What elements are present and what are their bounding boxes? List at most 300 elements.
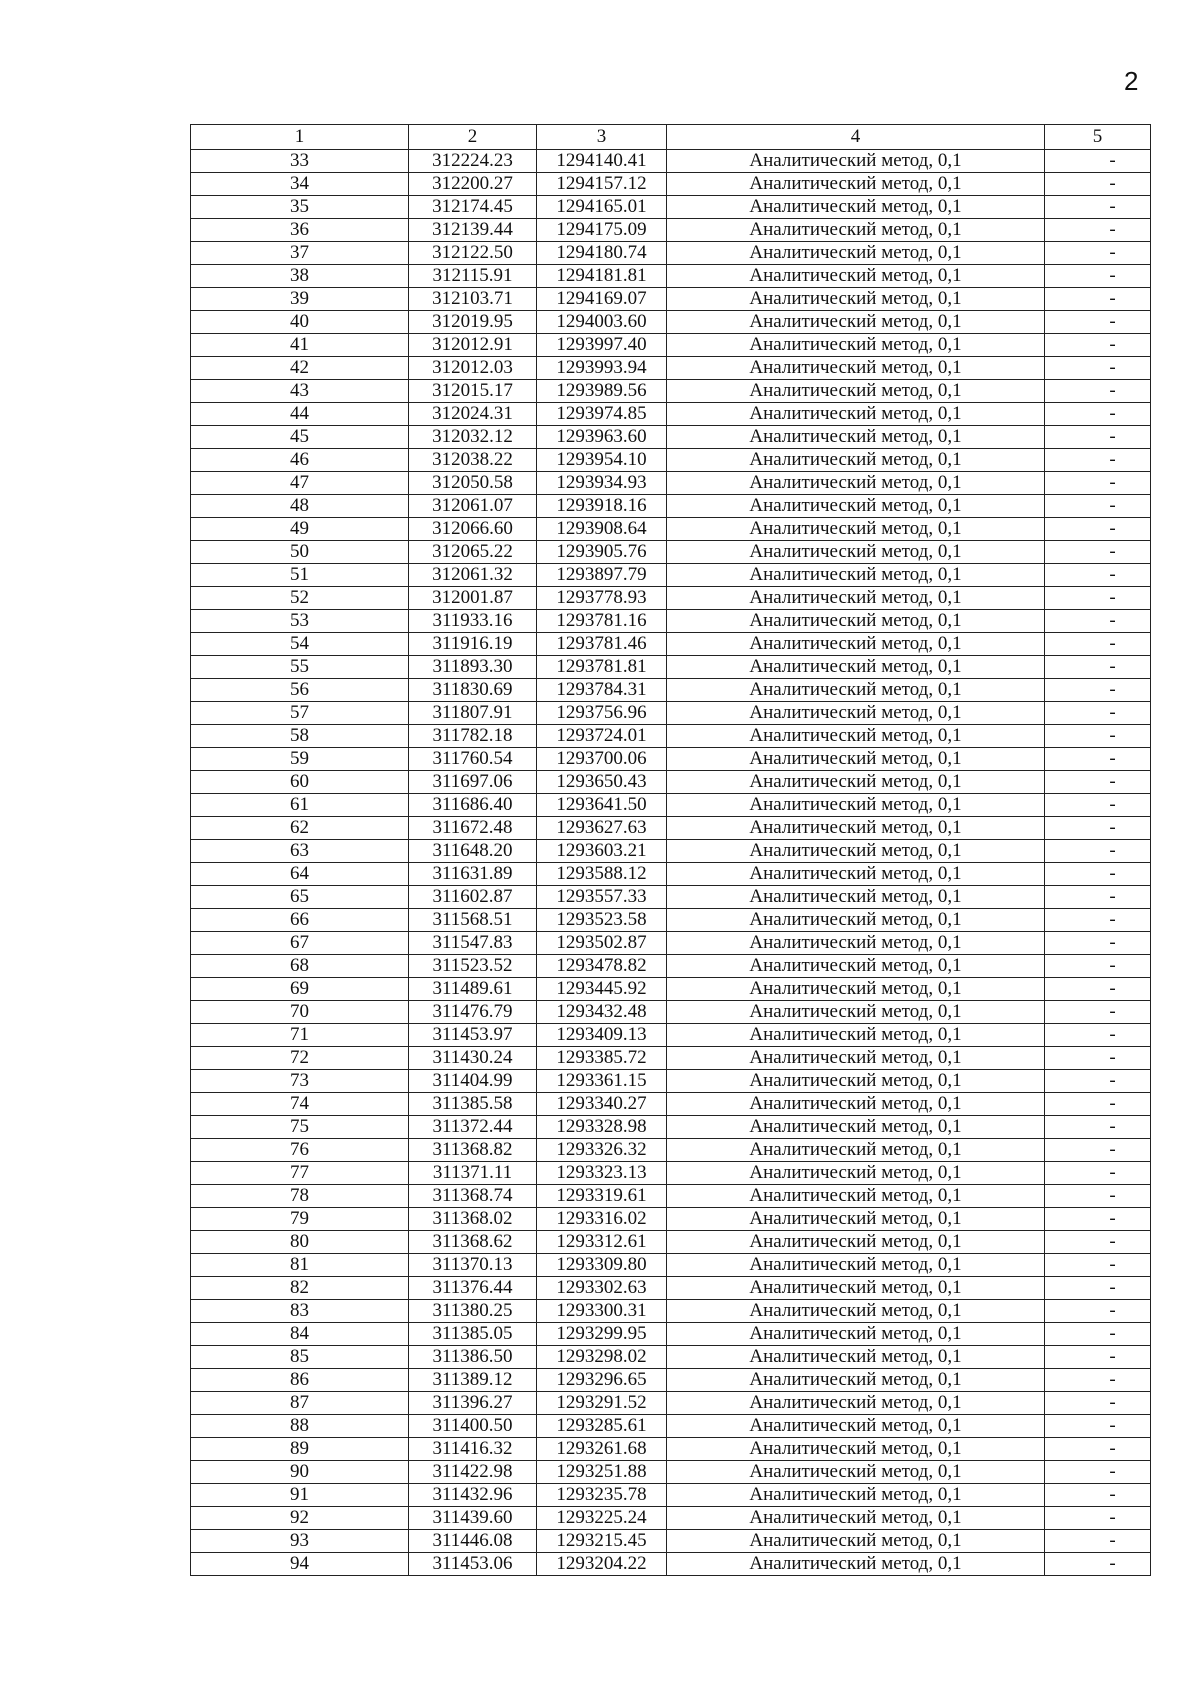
note-cell: - xyxy=(1045,196,1151,219)
note-cell: - xyxy=(1045,679,1151,702)
point-number-cell: 66 xyxy=(191,909,409,932)
y-coordinate-cell: 1293291.52 xyxy=(537,1392,667,1415)
point-number-cell: 93 xyxy=(191,1530,409,1553)
x-coordinate-cell: 312012.91 xyxy=(409,334,537,357)
method-cell: Аналитический метод, 0,1 xyxy=(667,1530,1045,1553)
point-number-cell: 81 xyxy=(191,1254,409,1277)
y-coordinate-cell: 1293908.64 xyxy=(537,518,667,541)
method-cell: Аналитический метод, 0,1 xyxy=(667,1300,1045,1323)
note-cell: - xyxy=(1045,1530,1151,1553)
point-number-cell: 82 xyxy=(191,1277,409,1300)
method-cell: Аналитический метод, 0,1 xyxy=(667,518,1045,541)
x-coordinate-cell: 312015.17 xyxy=(409,380,537,403)
x-coordinate-cell: 311376.44 xyxy=(409,1277,537,1300)
method-cell: Аналитический метод, 0,1 xyxy=(667,1461,1045,1484)
note-cell: - xyxy=(1045,1139,1151,1162)
x-coordinate-cell: 311430.24 xyxy=(409,1047,537,1070)
x-coordinate-cell: 311916.19 xyxy=(409,633,537,656)
table-row xyxy=(191,909,1151,932)
x-coordinate-cell: 311782.18 xyxy=(409,725,537,748)
table-row xyxy=(191,1461,1151,1484)
y-coordinate-cell: 1293478.82 xyxy=(537,955,667,978)
method-cell: Аналитический метод, 0,1 xyxy=(667,219,1045,242)
y-coordinate-cell: 1293905.76 xyxy=(537,541,667,564)
note-cell: - xyxy=(1045,357,1151,380)
table-row xyxy=(191,311,1151,334)
x-coordinate-cell: 311368.82 xyxy=(409,1139,537,1162)
coordinates-table xyxy=(190,124,1151,1576)
point-number-cell: 83 xyxy=(191,1300,409,1323)
point-number-cell: 88 xyxy=(191,1415,409,1438)
note-cell: - xyxy=(1045,1070,1151,1093)
point-number-cell: 78 xyxy=(191,1185,409,1208)
method-cell: Аналитический метод, 0,1 xyxy=(667,1208,1045,1231)
method-cell: Аналитический метод, 0,1 xyxy=(667,1484,1045,1507)
point-number-cell: 54 xyxy=(191,633,409,656)
note-cell: - xyxy=(1045,1047,1151,1070)
x-coordinate-cell: 312103.71 xyxy=(409,288,537,311)
table-row xyxy=(191,518,1151,541)
table-row xyxy=(191,173,1151,196)
y-coordinate-cell: 1293261.68 xyxy=(537,1438,667,1461)
table-row xyxy=(191,1507,1151,1530)
point-number-cell: 91 xyxy=(191,1484,409,1507)
y-coordinate-cell: 1293993.94 xyxy=(537,357,667,380)
table-row xyxy=(191,265,1151,288)
note-cell: - xyxy=(1045,978,1151,1001)
y-coordinate-cell: 1293781.16 xyxy=(537,610,667,633)
point-number-cell: 39 xyxy=(191,288,409,311)
column-header: 1 xyxy=(191,125,409,150)
point-number-cell: 94 xyxy=(191,1553,409,1576)
point-number-cell: 58 xyxy=(191,725,409,748)
method-cell: Аналитический метод, 0,1 xyxy=(667,357,1045,380)
point-number-cell: 87 xyxy=(191,1392,409,1415)
note-cell: - xyxy=(1045,1254,1151,1277)
table-row xyxy=(191,1208,1151,1231)
point-number-cell: 43 xyxy=(191,380,409,403)
x-coordinate-cell: 312200.27 xyxy=(409,173,537,196)
y-coordinate-cell: 1293326.32 xyxy=(537,1139,667,1162)
x-coordinate-cell: 312122.50 xyxy=(409,242,537,265)
note-cell: - xyxy=(1045,610,1151,633)
method-cell: Аналитический метод, 0,1 xyxy=(667,380,1045,403)
table-row xyxy=(191,1323,1151,1346)
method-cell: Аналитический метод, 0,1 xyxy=(667,932,1045,955)
table-row xyxy=(191,955,1151,978)
table-row xyxy=(191,1392,1151,1415)
note-cell: - xyxy=(1045,863,1151,886)
y-coordinate-cell: 1293215.45 xyxy=(537,1530,667,1553)
method-cell: Аналитический метод, 0,1 xyxy=(667,886,1045,909)
note-cell: - xyxy=(1045,380,1151,403)
y-coordinate-cell: 1294140.41 xyxy=(537,150,667,173)
table-row xyxy=(191,219,1151,242)
point-number-cell: 74 xyxy=(191,1093,409,1116)
table-row xyxy=(191,357,1151,380)
point-number-cell: 63 xyxy=(191,840,409,863)
x-coordinate-cell: 311386.50 xyxy=(409,1346,537,1369)
y-coordinate-cell: 1293235.78 xyxy=(537,1484,667,1507)
y-coordinate-cell: 1293700.06 xyxy=(537,748,667,771)
note-cell: - xyxy=(1045,495,1151,518)
point-number-cell: 53 xyxy=(191,610,409,633)
x-coordinate-cell: 312066.60 xyxy=(409,518,537,541)
point-number-cell: 64 xyxy=(191,863,409,886)
y-coordinate-cell: 1293954.10 xyxy=(537,449,667,472)
note-cell: - xyxy=(1045,725,1151,748)
table-row xyxy=(191,150,1151,173)
note-cell: - xyxy=(1045,1208,1151,1231)
table-row xyxy=(191,817,1151,840)
method-cell: Аналитический метод, 0,1 xyxy=(667,1415,1045,1438)
note-cell: - xyxy=(1045,748,1151,771)
method-cell: Аналитический метод, 0,1 xyxy=(667,1139,1045,1162)
point-number-cell: 59 xyxy=(191,748,409,771)
y-coordinate-cell: 1294175.09 xyxy=(537,219,667,242)
y-coordinate-cell: 1294157.12 xyxy=(537,173,667,196)
x-coordinate-cell: 311933.16 xyxy=(409,610,537,633)
method-cell: Аналитический метод, 0,1 xyxy=(667,702,1045,725)
point-number-cell: 40 xyxy=(191,311,409,334)
method-cell: Аналитический метод, 0,1 xyxy=(667,771,1045,794)
y-coordinate-cell: 1293319.61 xyxy=(537,1185,667,1208)
note-cell: - xyxy=(1045,150,1151,173)
table-row xyxy=(191,702,1151,725)
note-cell: - xyxy=(1045,1162,1151,1185)
method-cell: Аналитический метод, 0,1 xyxy=(667,1507,1045,1530)
note-cell: - xyxy=(1045,1277,1151,1300)
method-cell: Аналитический метод, 0,1 xyxy=(667,1162,1045,1185)
y-coordinate-cell: 1293557.33 xyxy=(537,886,667,909)
table-row xyxy=(191,840,1151,863)
y-coordinate-cell: 1293302.63 xyxy=(537,1277,667,1300)
table-row xyxy=(191,1300,1151,1323)
method-cell: Аналитический метод, 0,1 xyxy=(667,403,1045,426)
header-row xyxy=(191,125,1151,150)
x-coordinate-cell: 311453.97 xyxy=(409,1024,537,1047)
note-cell: - xyxy=(1045,1484,1151,1507)
method-cell: Аналитический метод, 0,1 xyxy=(667,1553,1045,1576)
x-coordinate-cell: 311389.12 xyxy=(409,1369,537,1392)
table-row xyxy=(191,1001,1151,1024)
y-coordinate-cell: 1293312.61 xyxy=(537,1231,667,1254)
note-cell: - xyxy=(1045,817,1151,840)
y-coordinate-cell: 1294181.81 xyxy=(537,265,667,288)
point-number-cell: 71 xyxy=(191,1024,409,1047)
note-cell: - xyxy=(1045,426,1151,449)
y-coordinate-cell: 1293778.93 xyxy=(537,587,667,610)
y-coordinate-cell: 1293934.93 xyxy=(537,472,667,495)
point-number-cell: 52 xyxy=(191,587,409,610)
table-row xyxy=(191,679,1151,702)
note-cell: - xyxy=(1045,633,1151,656)
x-coordinate-cell: 311400.50 xyxy=(409,1415,537,1438)
point-number-cell: 57 xyxy=(191,702,409,725)
note-cell: - xyxy=(1045,771,1151,794)
table-row xyxy=(191,1093,1151,1116)
table-row xyxy=(191,771,1151,794)
method-cell: Аналитический метод, 0,1 xyxy=(667,1323,1045,1346)
x-coordinate-cell: 311453.06 xyxy=(409,1553,537,1576)
method-cell: Аналитический метод, 0,1 xyxy=(667,610,1045,633)
method-cell: Аналитический метод, 0,1 xyxy=(667,633,1045,656)
method-cell: Аналитический метод, 0,1 xyxy=(667,725,1045,748)
x-coordinate-cell: 311371.11 xyxy=(409,1162,537,1185)
table-row xyxy=(191,288,1151,311)
table-row xyxy=(191,1530,1151,1553)
point-number-cell: 45 xyxy=(191,426,409,449)
table-row xyxy=(191,380,1151,403)
point-number-cell: 76 xyxy=(191,1139,409,1162)
point-number-cell: 42 xyxy=(191,357,409,380)
note-cell: - xyxy=(1045,1116,1151,1139)
point-number-cell: 50 xyxy=(191,541,409,564)
x-coordinate-cell: 311568.51 xyxy=(409,909,537,932)
method-cell: Аналитический метод, 0,1 xyxy=(667,1047,1045,1070)
method-cell: Аналитический метод, 0,1 xyxy=(667,840,1045,863)
table-row xyxy=(191,495,1151,518)
point-number-cell: 41 xyxy=(191,334,409,357)
x-coordinate-cell: 312024.31 xyxy=(409,403,537,426)
method-cell: Аналитический метод, 0,1 xyxy=(667,1392,1045,1415)
table-row xyxy=(191,1231,1151,1254)
note-cell: - xyxy=(1045,1369,1151,1392)
note-cell: - xyxy=(1045,1300,1151,1323)
x-coordinate-cell: 312061.32 xyxy=(409,564,537,587)
y-coordinate-cell: 1293502.87 xyxy=(537,932,667,955)
x-coordinate-cell: 312115.91 xyxy=(409,265,537,288)
x-coordinate-cell: 311416.32 xyxy=(409,1438,537,1461)
x-coordinate-cell: 311368.62 xyxy=(409,1231,537,1254)
x-coordinate-cell: 312012.03 xyxy=(409,357,537,380)
note-cell: - xyxy=(1045,334,1151,357)
x-coordinate-cell: 312050.58 xyxy=(409,472,537,495)
method-cell: Аналитический метод, 0,1 xyxy=(667,173,1045,196)
column-header: 2 xyxy=(409,125,537,150)
x-coordinate-cell: 312224.23 xyxy=(409,150,537,173)
x-coordinate-cell: 311422.98 xyxy=(409,1461,537,1484)
point-number-cell: 65 xyxy=(191,886,409,909)
point-number-cell: 55 xyxy=(191,656,409,679)
point-number-cell: 68 xyxy=(191,955,409,978)
y-coordinate-cell: 1293756.96 xyxy=(537,702,667,725)
y-coordinate-cell: 1294180.74 xyxy=(537,242,667,265)
x-coordinate-cell: 311446.08 xyxy=(409,1530,537,1553)
y-coordinate-cell: 1293298.02 xyxy=(537,1346,667,1369)
point-number-cell: 60 xyxy=(191,771,409,794)
y-coordinate-cell: 1294165.01 xyxy=(537,196,667,219)
point-number-cell: 51 xyxy=(191,564,409,587)
point-number-cell: 38 xyxy=(191,265,409,288)
table-row xyxy=(191,1484,1151,1507)
note-cell: - xyxy=(1045,564,1151,587)
x-coordinate-cell: 311602.87 xyxy=(409,886,537,909)
table-row xyxy=(191,1185,1151,1208)
y-coordinate-cell: 1293627.63 xyxy=(537,817,667,840)
x-coordinate-cell: 311476.79 xyxy=(409,1001,537,1024)
y-coordinate-cell: 1293432.48 xyxy=(537,1001,667,1024)
method-cell: Аналитический метод, 0,1 xyxy=(667,334,1045,357)
method-cell: Аналитический метод, 0,1 xyxy=(667,288,1045,311)
point-number-cell: 37 xyxy=(191,242,409,265)
note-cell: - xyxy=(1045,794,1151,817)
table-row xyxy=(191,403,1151,426)
method-cell: Аналитический метод, 0,1 xyxy=(667,1001,1045,1024)
y-coordinate-cell: 1293781.81 xyxy=(537,656,667,679)
x-coordinate-cell: 311439.60 xyxy=(409,1507,537,1530)
y-coordinate-cell: 1293523.58 xyxy=(537,909,667,932)
y-coordinate-cell: 1293997.40 xyxy=(537,334,667,357)
method-cell: Аналитический метод, 0,1 xyxy=(667,1277,1045,1300)
method-cell: Аналитический метод, 0,1 xyxy=(667,242,1045,265)
table-row xyxy=(191,541,1151,564)
table-row xyxy=(191,1139,1151,1162)
x-coordinate-cell: 311432.96 xyxy=(409,1484,537,1507)
method-cell: Аналитический метод, 0,1 xyxy=(667,1254,1045,1277)
note-cell: - xyxy=(1045,449,1151,472)
note-cell: - xyxy=(1045,1415,1151,1438)
point-number-cell: 62 xyxy=(191,817,409,840)
point-number-cell: 35 xyxy=(191,196,409,219)
note-cell: - xyxy=(1045,518,1151,541)
y-coordinate-cell: 1293650.43 xyxy=(537,771,667,794)
table-row xyxy=(191,1553,1151,1576)
y-coordinate-cell: 1293300.31 xyxy=(537,1300,667,1323)
point-number-cell: 86 xyxy=(191,1369,409,1392)
note-cell: - xyxy=(1045,886,1151,909)
point-number-cell: 90 xyxy=(191,1461,409,1484)
table-row xyxy=(191,1369,1151,1392)
y-coordinate-cell: 1293588.12 xyxy=(537,863,667,886)
y-coordinate-cell: 1293328.98 xyxy=(537,1116,667,1139)
method-cell: Аналитический метод, 0,1 xyxy=(667,1024,1045,1047)
table-row xyxy=(191,1024,1151,1047)
x-coordinate-cell: 311893.30 xyxy=(409,656,537,679)
table-row xyxy=(191,932,1151,955)
point-number-cell: 80 xyxy=(191,1231,409,1254)
table-row xyxy=(191,587,1151,610)
point-number-cell: 84 xyxy=(191,1323,409,1346)
x-coordinate-cell: 311368.02 xyxy=(409,1208,537,1231)
x-coordinate-cell: 312139.44 xyxy=(409,219,537,242)
x-coordinate-cell: 311807.91 xyxy=(409,702,537,725)
x-coordinate-cell: 311697.06 xyxy=(409,771,537,794)
note-cell: - xyxy=(1045,955,1151,978)
y-coordinate-cell: 1293445.92 xyxy=(537,978,667,1001)
table-row xyxy=(191,1254,1151,1277)
method-cell: Аналитический метод, 0,1 xyxy=(667,656,1045,679)
method-cell: Аналитический метод, 0,1 xyxy=(667,1093,1045,1116)
point-number-cell: 92 xyxy=(191,1507,409,1530)
y-coordinate-cell: 1293296.65 xyxy=(537,1369,667,1392)
note-cell: - xyxy=(1045,403,1151,426)
table-row xyxy=(191,1047,1151,1070)
point-number-cell: 70 xyxy=(191,1001,409,1024)
table-row xyxy=(191,656,1151,679)
note-cell: - xyxy=(1045,173,1151,196)
table-row xyxy=(191,1277,1151,1300)
note-cell: - xyxy=(1045,587,1151,610)
note-cell: - xyxy=(1045,288,1151,311)
note-cell: - xyxy=(1045,1185,1151,1208)
y-coordinate-cell: 1293963.60 xyxy=(537,426,667,449)
method-cell: Аналитический метод, 0,1 xyxy=(667,196,1045,219)
table-row xyxy=(191,472,1151,495)
note-cell: - xyxy=(1045,1461,1151,1484)
point-number-cell: 33 xyxy=(191,150,409,173)
table-row xyxy=(191,449,1151,472)
table-row xyxy=(191,748,1151,771)
x-coordinate-cell: 311385.05 xyxy=(409,1323,537,1346)
point-number-cell: 49 xyxy=(191,518,409,541)
note-cell: - xyxy=(1045,1024,1151,1047)
method-cell: Аналитический метод, 0,1 xyxy=(667,495,1045,518)
point-number-cell: 67 xyxy=(191,932,409,955)
method-cell: Аналитический метод, 0,1 xyxy=(667,1231,1045,1254)
y-coordinate-cell: 1293897.79 xyxy=(537,564,667,587)
method-cell: Аналитический метод, 0,1 xyxy=(667,541,1045,564)
note-cell: - xyxy=(1045,265,1151,288)
x-coordinate-cell: 311547.83 xyxy=(409,932,537,955)
y-coordinate-cell: 1293974.85 xyxy=(537,403,667,426)
x-coordinate-cell: 312032.12 xyxy=(409,426,537,449)
y-coordinate-cell: 1293309.80 xyxy=(537,1254,667,1277)
method-cell: Аналитический метод, 0,1 xyxy=(667,909,1045,932)
method-cell: Аналитический метод, 0,1 xyxy=(667,817,1045,840)
point-number-cell: 72 xyxy=(191,1047,409,1070)
x-coordinate-cell: 311672.48 xyxy=(409,817,537,840)
table-row xyxy=(191,1070,1151,1093)
note-cell: - xyxy=(1045,1553,1151,1576)
method-cell: Аналитический метод, 0,1 xyxy=(667,426,1045,449)
point-number-cell: 79 xyxy=(191,1208,409,1231)
note-cell: - xyxy=(1045,909,1151,932)
method-cell: Аналитический метод, 0,1 xyxy=(667,748,1045,771)
y-coordinate-cell: 1293204.22 xyxy=(537,1553,667,1576)
x-coordinate-cell: 311523.52 xyxy=(409,955,537,978)
y-coordinate-cell: 1293918.16 xyxy=(537,495,667,518)
table-row xyxy=(191,334,1151,357)
table-row xyxy=(191,863,1151,886)
point-number-cell: 44 xyxy=(191,403,409,426)
y-coordinate-cell: 1293285.61 xyxy=(537,1415,667,1438)
note-cell: - xyxy=(1045,702,1151,725)
x-coordinate-cell: 311631.89 xyxy=(409,863,537,886)
method-cell: Аналитический метод, 0,1 xyxy=(667,564,1045,587)
column-header: 3 xyxy=(537,125,667,150)
y-coordinate-cell: 1293989.56 xyxy=(537,380,667,403)
table-row xyxy=(191,610,1151,633)
point-number-cell: 61 xyxy=(191,794,409,817)
x-coordinate-cell: 311385.58 xyxy=(409,1093,537,1116)
method-cell: Аналитический метод, 0,1 xyxy=(667,449,1045,472)
x-coordinate-cell: 311648.20 xyxy=(409,840,537,863)
y-coordinate-cell: 1293340.27 xyxy=(537,1093,667,1116)
method-cell: Аналитический метод, 0,1 xyxy=(667,472,1045,495)
note-cell: - xyxy=(1045,1346,1151,1369)
table-row xyxy=(191,794,1151,817)
table-body xyxy=(191,150,1151,1576)
table-row xyxy=(191,978,1151,1001)
method-cell: Аналитический метод, 0,1 xyxy=(667,1438,1045,1461)
method-cell: Аналитический метод, 0,1 xyxy=(667,1116,1045,1139)
point-number-cell: 75 xyxy=(191,1116,409,1139)
note-cell: - xyxy=(1045,840,1151,863)
point-number-cell: 89 xyxy=(191,1438,409,1461)
x-coordinate-cell: 311368.74 xyxy=(409,1185,537,1208)
x-coordinate-cell: 312001.87 xyxy=(409,587,537,610)
